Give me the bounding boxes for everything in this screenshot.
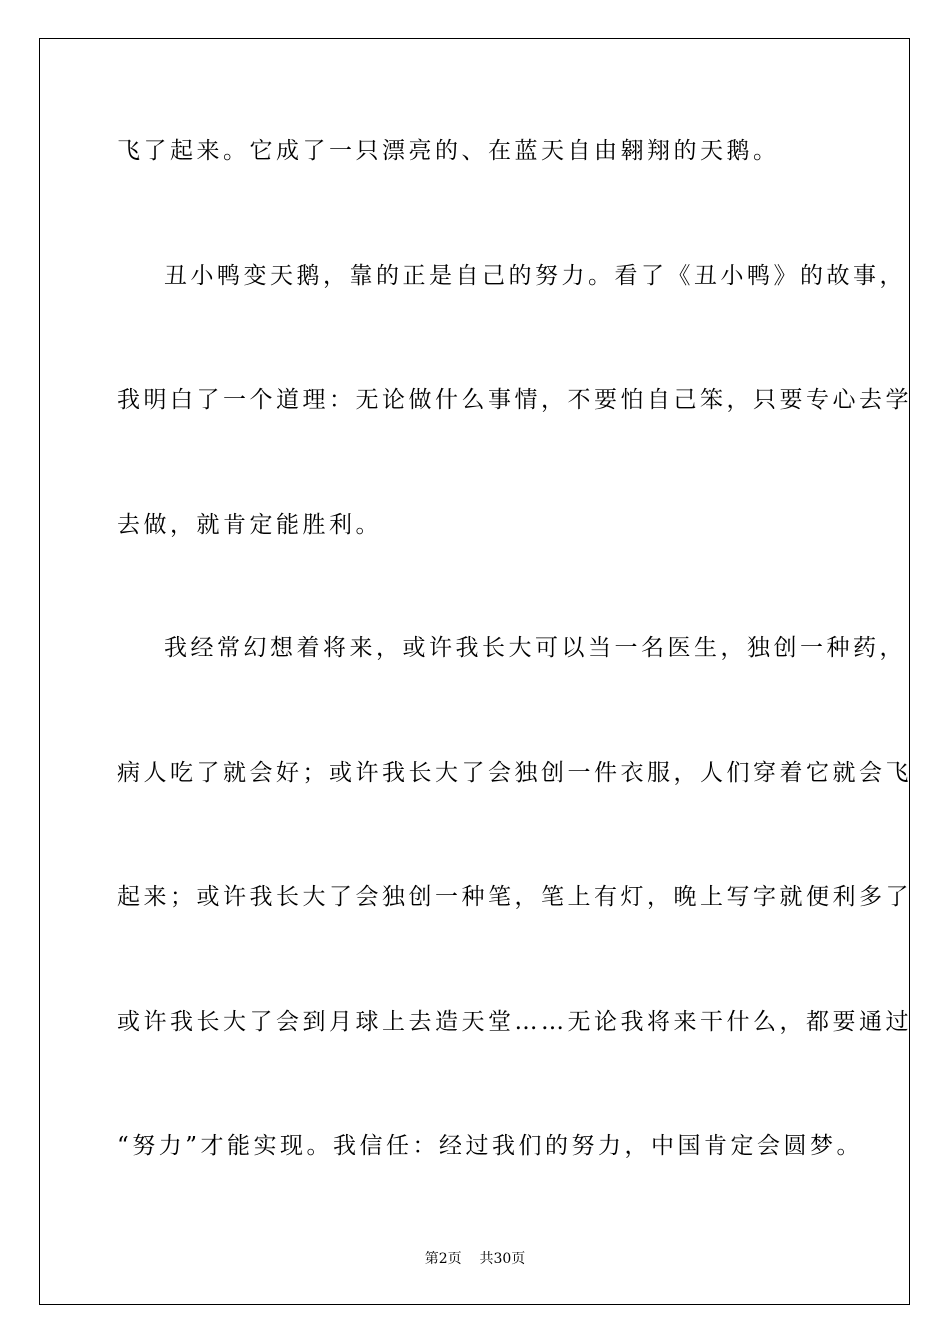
text-line-4: 去做，就肯定能胜利。 — [117, 512, 382, 538]
text-line-2: 丑小鸭变天鹅，靠的正是自己的努力。看了《丑小鸭》的故事， — [164, 263, 906, 289]
text-line-1: 飞了起来。它成了一只漂亮的、在蓝天自由翱翔的天鹅。 — [117, 138, 780, 164]
page-border — [39, 38, 910, 1305]
text-line-8: 或许我长大了会到月球上去造天堂……无论我将来干什么，都要通过 — [117, 1009, 912, 1035]
page-number: 第2页 共30页 — [424, 1251, 526, 1267]
text-line-3: 我明白了一个道理：无论做什么事情，不要怕自己笨，只要专心去学 — [117, 387, 912, 413]
text-line-5: 我经常幻想着将来，或许我长大可以当一名医生，独创一种药， — [164, 635, 906, 661]
text-line-7: 起来；或许我长大了会独创一种笔，笔上有灯，晚上写字就便利多了 — [117, 884, 912, 910]
text-line-6: 病人吃了就会好；或许我长大了会独创一件衣服，人们穿着它就会飞 — [117, 760, 912, 786]
text-line-9: “努力”才能实现。我信任：经过我们的努力，中国肯定会圆梦。 — [117, 1133, 864, 1159]
